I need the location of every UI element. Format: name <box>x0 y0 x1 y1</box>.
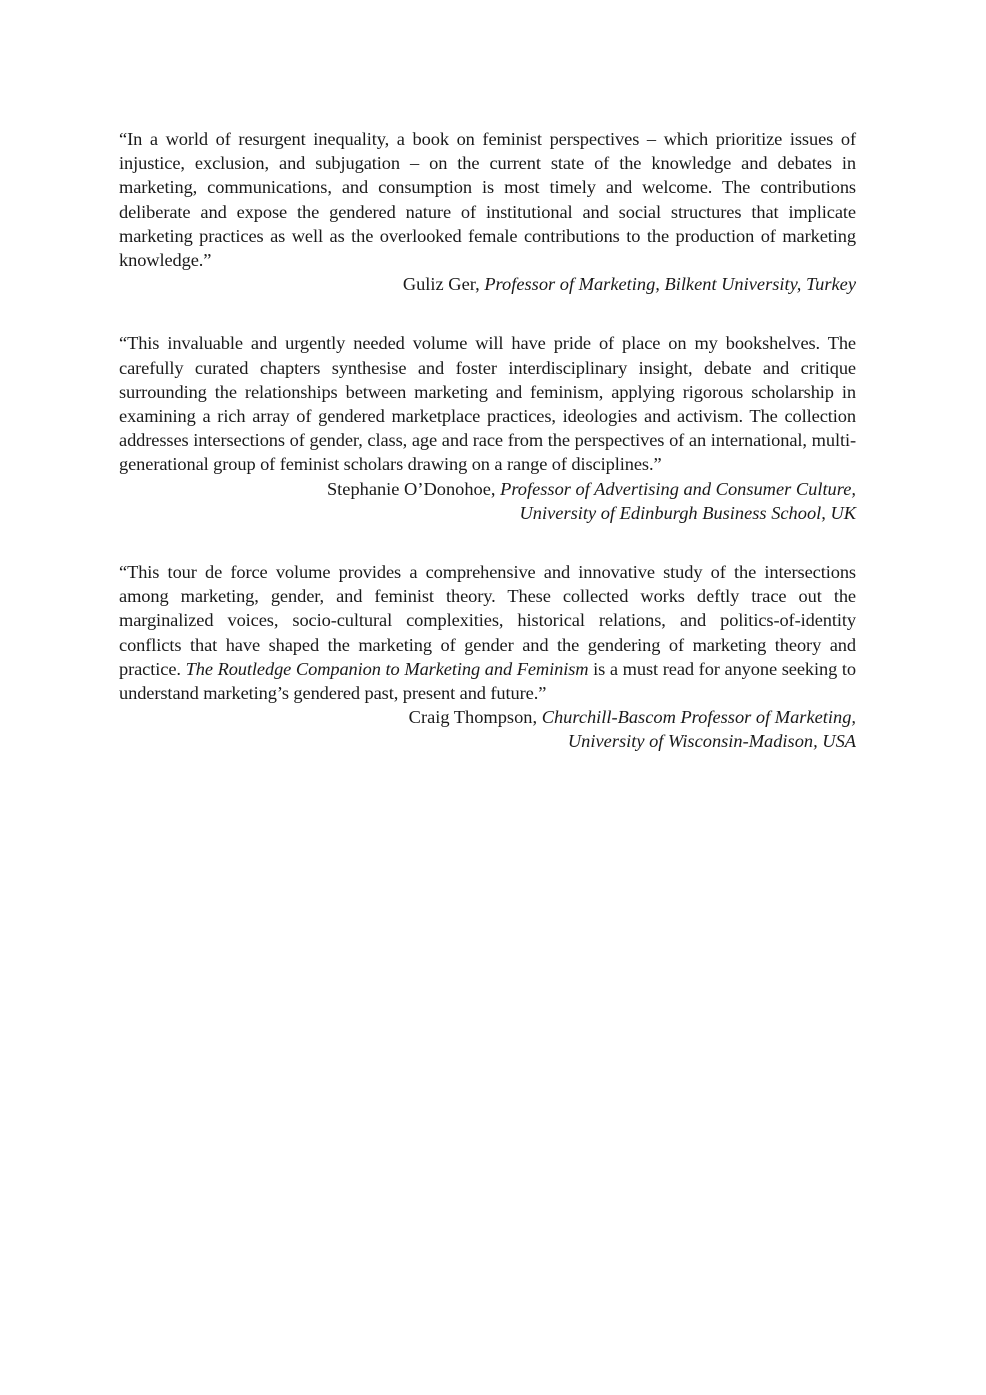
endorsement-quote: “In a world of resurgent inequality, a book on feminist perspectives – which prioritize issues of injustice, exclusion, and subjugation – on the current state of the knowledge and debates in marketing, communications, and consumption is most timely and welcome. The contributions deliberate and expose the gendered nature of institutional and social structures that implicate marketing practices as well as the overlooked female contributions to the production of marketing knowledge.” <box>119 129 856 271</box>
endorsement-attribution <box>119 705 856 753</box>
endorser-name: Guliz Ger, <box>402 274 480 295</box>
endorsement-attribution <box>119 477 856 525</box>
attribution-line <box>119 705 856 729</box>
endorsement-attribution <box>119 272 856 296</box>
quote-text-part2: is a must read for anyone seeking to understand marketing’s gendered past, present and future.” <box>119 658 856 704</box>
attribution-line <box>119 477 856 501</box>
book-title: The Routledge Companion to Marketing and Feminism <box>185 658 589 679</box>
endorser-title: Professor of Advertising and Consumer Culture, <box>500 478 856 499</box>
endorsement-quote: “This invaluable and urgently needed volume will have pride of place on my bookshelves. The carefully curated chapters synthesise and foster interdisciplinary insight, debate and critique surrounding the relationships between marketing and feminism, applying rigorous scholarship in examining a rich array of gendered marketplace practices, ideologies and activism. The collection addresses intersections of gender, class, age and race from the perspectives of an international, multi-generational group of feminist scholars drawing on a range of disciplines.” <box>119 333 856 475</box>
endorser-name: Craig Thompson, <box>408 707 538 728</box>
endorsement-odonohoe <box>119 331 856 525</box>
endorsement-ger <box>119 127 856 296</box>
endorser-title: Professor of Marketing, Bilkent University, Turkey <box>484 274 856 295</box>
quote-text-part1: “This tour de force volume provides a comprehensive and innovative study of the intersections among marketing, gender, and feminist theory. These collected works deftly trace out the marginalized voices, socio-cultural complexities, historical relations, and politics-of-identity conflicts that have shaped the marketing of gender and the gendering of marketing theory and practice. <box>119 562 856 679</box>
attribution-line <box>119 272 856 296</box>
endorsements-column <box>119 127 856 789</box>
endorser-title: Churchill-Bascom Professor of Marketing, <box>541 707 856 728</box>
endorser-affiliation: University of Edinburgh Business School, UK <box>519 502 856 523</box>
endorser-affiliation: University of Wisconsin-Madison, USA <box>567 731 856 752</box>
endorser-name: Stephanie O’Donohoe, <box>326 478 496 499</box>
endorsement-quote <box>119 560 856 705</box>
endorsement-thompson <box>119 560 856 754</box>
